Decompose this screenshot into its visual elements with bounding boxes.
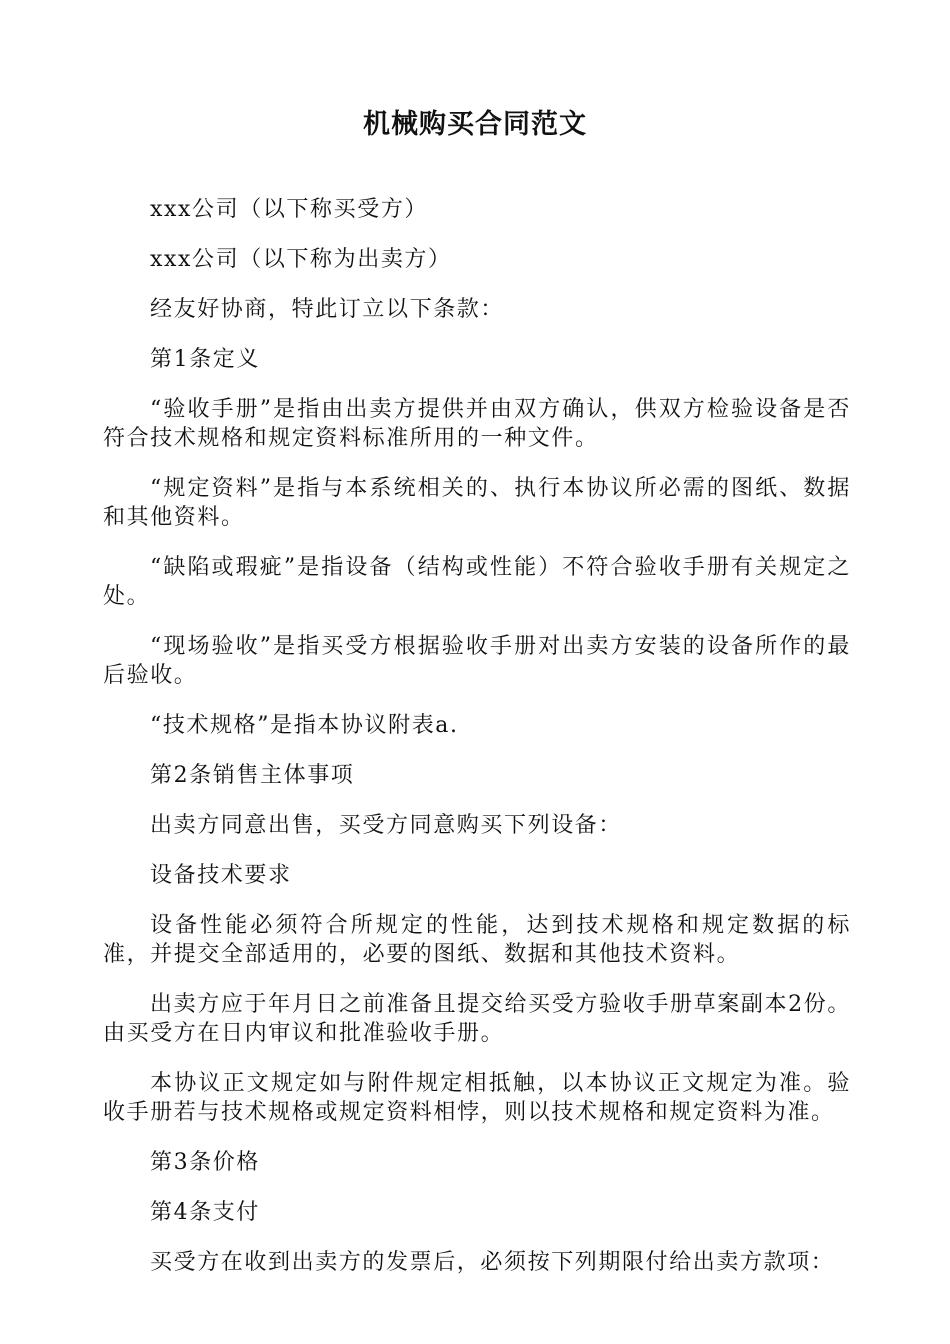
document-title: 机械购买合同范文 [363,109,587,140]
article-3-heading: 第3条价格 [150,1150,260,1175]
article-4-heading: 第4条支付 [150,1200,260,1225]
article-1-heading: 第1条定义 [150,347,260,372]
equipment-performance: 设备性能必须符合所规定的性能，达到技术规格和规定数据的标准，并提交全部适用的，必要的图纸、数据和其他技术资料。 [103,913,851,967]
definition-technical-specs: “技术规格”是指本协议附表a. [150,713,459,738]
preamble: 经友好协商，特此订立以下条款： [150,297,505,322]
payment-terms: 买受方在收到出卖方的发票后，必须按下列期限付给出卖方款项： [150,1250,835,1275]
definition-site-acceptance: “现场验收”是指买受方根据验收手册对出卖方安装的设备所作的最后验收。 [103,634,851,688]
party-buyer: xxx公司（以下称买受方） [150,197,429,222]
sale-agreement: 出卖方同意出售，买受方同意购买下列设备： [150,813,623,838]
definition-acceptance-manual: “验收手册”是指由出卖方提供并由双方确认，供双方检验设备是否符合技术规格和规定资料标准所用的一种文件。 [103,397,851,451]
equipment-requirements-heading: 设备技术要求 [150,863,292,888]
article-2-heading: 第2条销售主体事项 [150,763,355,788]
document-body [103,195,851,1298]
precedence-clause: 本协议正文规定如与附件规定相抵触，以本协议正文规定为准。验收手册若与技术规格或规定资料相悖，则以技术规格和规定资料为准。 [103,1071,851,1125]
definition-defects: “缺陷或瑕疵”是指设备（结构或性能）不符合验收手册有关规定之处。 [103,555,851,609]
definition-specified-materials: “规定资料”是指与本系统相关的、执行本协议所必需的图纸、数据和其他资料。 [103,476,851,530]
party-seller: xxx公司（以下称为出卖方） [150,247,452,272]
manual-submission: 出卖方应于年月日之前准备且提交给买受方验收手册草案副本2份。由买受方在日内审议和批准验收手册。 [103,992,851,1046]
